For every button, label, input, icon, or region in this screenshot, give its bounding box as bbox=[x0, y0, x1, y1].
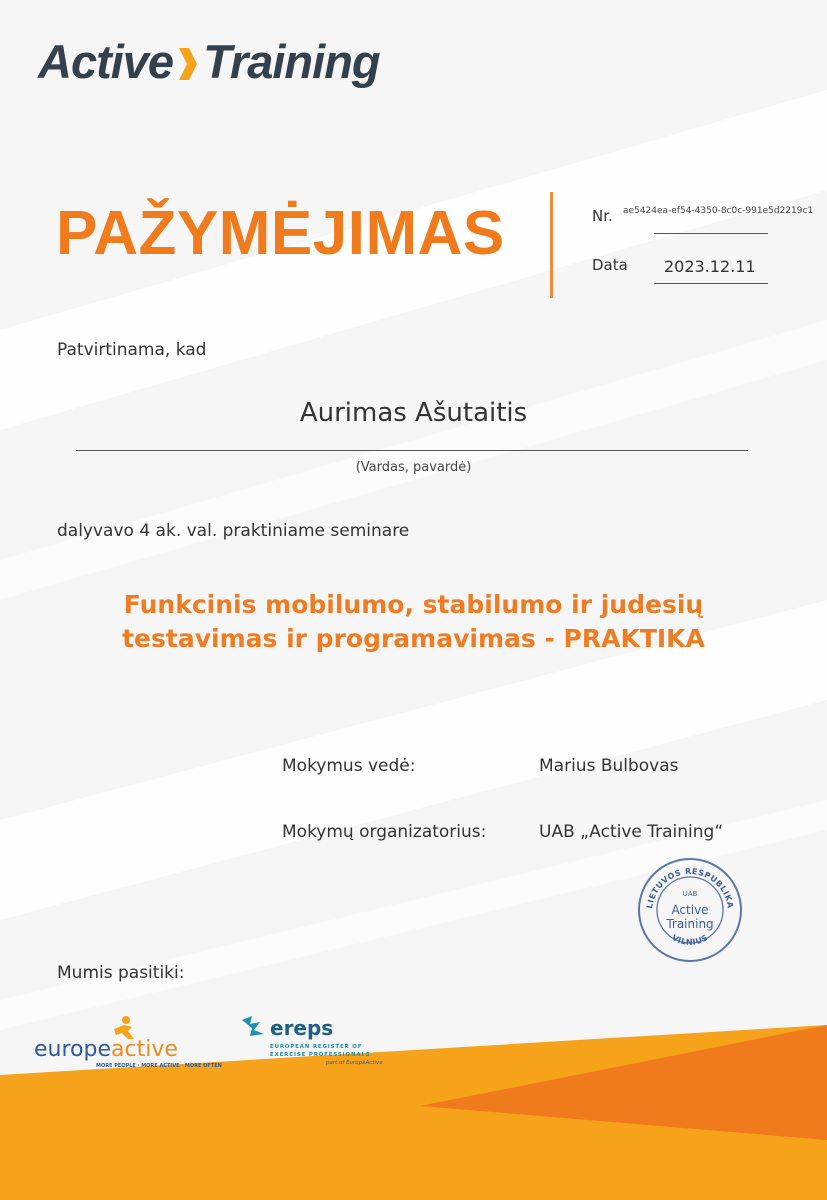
europeactive-tagline: MORE PEOPLE · MORE ACTIVE · MORE OFTEN bbox=[96, 1063, 222, 1069]
certificate-title: PAŽYMĖJIMAS bbox=[56, 199, 505, 268]
ereps-line-3: part of EuropeActive bbox=[326, 1060, 383, 1066]
nr-underline bbox=[654, 233, 768, 234]
nr-value: ae5424ea-ef54-4350-8c0c-991e5d2219c1 bbox=[623, 206, 814, 216]
ereps-logo bbox=[240, 1012, 405, 1072]
participant-name: Aurimas Ašutaitis bbox=[299, 398, 528, 428]
stamp-center-line-1: Active bbox=[671, 903, 709, 917]
instructor-value: Marius Bulbovas bbox=[539, 756, 679, 776]
stamp-ring-top: LIETUVOS RESPUBLIKA bbox=[645, 866, 735, 910]
logo-word-active: Active bbox=[38, 35, 174, 88]
stamp-ring-bottom: VILNIUS bbox=[670, 932, 710, 947]
europeactive-logo bbox=[34, 1015, 234, 1073]
date-underline bbox=[654, 283, 768, 284]
ereps-name: ereps bbox=[270, 1016, 334, 1040]
title-divider bbox=[550, 192, 553, 298]
name-caption: (Vardas, pavardė) bbox=[355, 460, 472, 475]
course-title bbox=[0, 588, 827, 656]
instructor-label: Mokymus vedė: bbox=[282, 756, 416, 776]
logo-word-training: Training bbox=[203, 35, 380, 88]
company-stamp bbox=[636, 856, 744, 964]
organizer-label: Mokymų organizatorius: bbox=[282, 822, 487, 842]
course-title-line-1: Funkcinis mobilumo, stabilumo ir judesių bbox=[123, 590, 704, 619]
ereps-line-2: EXERCISE PROFESSIONALS bbox=[270, 1052, 371, 1058]
stamp-center-line-2: Training bbox=[666, 917, 714, 931]
partners-label: Mumis pasitiki: bbox=[57, 963, 185, 983]
nr-label: Nr. bbox=[592, 207, 613, 225]
logo-chevron-icon bbox=[175, 46, 199, 82]
europeactive-word-active: active bbox=[111, 1037, 178, 1062]
stamp-center-small: UAB bbox=[682, 890, 698, 898]
date-value: 2023.12.11 bbox=[664, 257, 756, 276]
europeactive-word-europe: europe bbox=[34, 1037, 111, 1062]
date-label: Data bbox=[592, 256, 628, 274]
organizer-value: UAB „Active Training“ bbox=[539, 822, 724, 842]
svg-text:VILNIUS bbox=[670, 933, 709, 947]
ereps-line-1: EUROPEAN REGISTER OF bbox=[270, 1044, 363, 1050]
course-title-line-2: testavimas ir programavimas - PRAKTIKA bbox=[122, 624, 705, 653]
name-underline bbox=[76, 450, 748, 451]
active-training-logo bbox=[38, 34, 380, 89]
confirm-text: Patvirtinama, kad bbox=[57, 340, 207, 360]
ereps-figure-icon bbox=[240, 1014, 268, 1040]
participation-text: dalyvavo 4 ak. val. praktiniame seminare bbox=[57, 521, 410, 541]
